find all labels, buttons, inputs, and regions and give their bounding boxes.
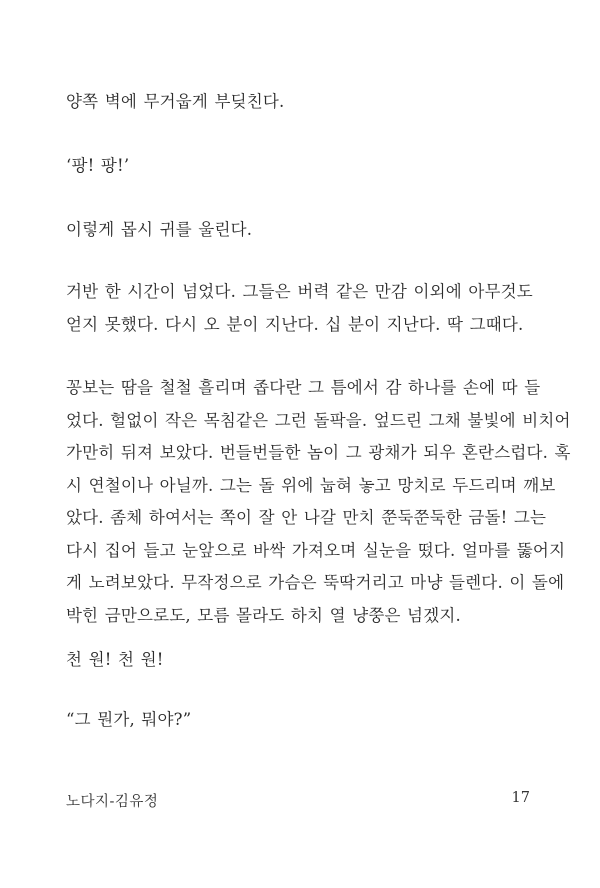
text-line: “그 뭔가, 뭐야?”	[66, 710, 192, 729]
page-number: 17	[511, 790, 530, 806]
paragraph-5	[66, 372, 571, 632]
paragraph-4	[66, 276, 544, 341]
paragraph-6	[66, 644, 544, 677]
text-line: 시 연철이나 아닐까. 그는 돌 위에 눕혀 놓고 망치로 두드리며 깨보	[66, 475, 556, 495]
text-line: 았다. 좀체 하여서는 쪽이 잘 안 나갈 만치 쭌둑쭌둑한 금돌! 그는	[66, 508, 547, 527]
text-line: 박힌 금만으로도, 모름 몰라도 하치 열 냥쭝은 넘겠지.	[66, 605, 461, 625]
paragraph-7	[66, 704, 544, 737]
text-line: 이렇게 몹시 귀를 울린다.	[66, 220, 253, 239]
text-line: 거반 한 시간이 넘었다. 그들은 버력 같은 만감 이외에 아무것도	[66, 282, 533, 301]
text-line: 가만히 뒤져 보았다. 번들번들한 놈이 그 광채가 되우 혼란스럽다. 혹	[66, 443, 571, 462]
paragraph-1	[66, 86, 544, 119]
footer-book-title: 노다지-김유정	[66, 794, 159, 810]
text-line: 꽁보는 땀을 철철 흘리며 좁다란 그 틈에서 감 하나를 손에 따 들	[66, 378, 541, 397]
text-line: 게 노려보았다. 무작정으로 가슴은 뚝딱거리고 마냥 들렌다. 이 돌에	[66, 573, 565, 592]
text-line: 얻지 못했다. 다시 오 분이 지난다. 십 분이 지난다. 딱 그때다.	[66, 314, 524, 334]
paragraph-3	[66, 214, 544, 247]
text-line: 천 원! 천 원!	[66, 650, 164, 669]
text-line: 었다. 헐없이 작은 목침같은 그런 돌팍을. 엎드린 그채 불빛에 비치어	[66, 410, 571, 430]
text-line: 다시 집어 들고 눈앞으로 바싹 가져오며 실눈을 떴다. 얼마를 뚫어지	[66, 540, 566, 560]
text-line: 양쪽 벽에 무거웁게 부딪친다.	[66, 92, 285, 111]
paragraph-2	[66, 150, 544, 183]
text-line: ‘팡! 팡!’	[66, 156, 130, 175]
